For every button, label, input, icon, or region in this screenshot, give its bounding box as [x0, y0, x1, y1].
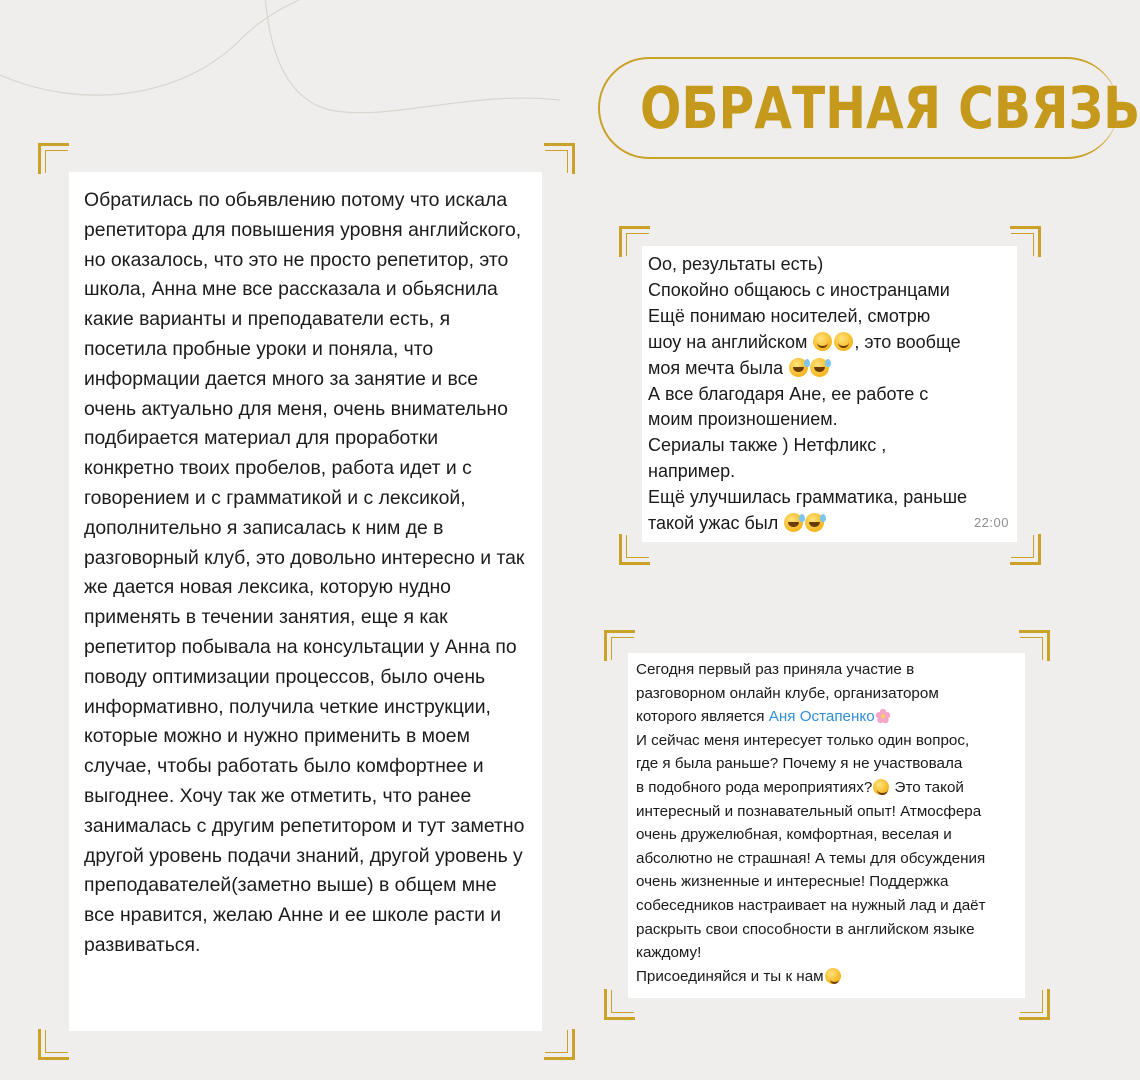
message-line: А все благодаря Ане, ее работе с [648, 383, 929, 404]
message-line: каждому! [636, 944, 702, 962]
message-line: Присоединяйся и ты к нам [636, 965, 1019, 989]
message-line: раскрыть свои способности в английском языке [636, 920, 975, 938]
message-line: разговорном онлайн клубе, организатором [636, 684, 939, 702]
flower-icon [875, 708, 891, 724]
message-line: такой ужас был [648, 511, 1009, 537]
smiling-face-icon [834, 332, 853, 351]
page-title: ОБРАТНАЯ СВЯЗЬ [640, 74, 1140, 142]
relieved-face-icon [825, 968, 841, 984]
smiling-face-icon [813, 332, 832, 351]
message-line: Сегодня первый раз приняла участие в [636, 661, 915, 678]
message-line: моим произношением. [648, 409, 838, 430]
message-line: Оо, результаты есть) [648, 254, 824, 274]
grinning-sweat-icon [784, 513, 803, 532]
message-line: абсолютно не страшная! А темы для обсуждения [636, 849, 986, 867]
message-line: Спокойно общаюсь с иностранцами [648, 279, 950, 300]
message-line: интересный и познавательный опыт! Атмосфера [636, 802, 982, 820]
message-line: Сериалы также ) Нетфликс , [648, 435, 887, 456]
message-line: Ещё понимаю носителей, смотрю [648, 305, 931, 326]
message-line: Ещё улучшилась грамматика, раньше [648, 487, 968, 508]
message-timestamp: 22:00 [973, 515, 1009, 531]
message-line: И сейчас меня интересует только один вопрос, [636, 731, 970, 749]
message-line: очень дружелюбная, комфортная, веселая и [636, 826, 952, 844]
message-line: в подобного рода мероприятиях? Это такой [636, 778, 964, 796]
grinning-sweat-icon [810, 358, 829, 377]
review-text-1: Обратилась по обьявлению потому что искала репетитора для повышения уровня английского, но оказалось, что это не просто репетитор, это школа, Анна мне все рассказала и обьяснила какие варианты и преподаватели есть, я посетила пробные уроки и поняла, что информации дается много за занятие и все очень актуально для меня, очень внимательно подбирается материал для проработки конкретно твоих пробелов, работа идет и с говорением и с грамматикой и с лексикой, дополнительно я записалась к ним де в разговорный клуб, это довольно интересно и так же дается новая лексика, которую нудно применять в течении занятия, еще я как репетитор побывала на консультации у Анна по поводу оптимизации процессов, было очень информативно, получила четкие инструкции, которые можно и нужно применить в моем случае, чтобы работать было комфортнее и выгоднее. Хочу так же отметить, что ранее занималась с другим репетитором и тут заметно другой уровень подачи знаний, другой уровень у преподавателей(заметно выше) в общем мне все нравится, желаю Анне и ее школе расти и развиваться. [84, 189, 525, 956]
author-mention-link[interactable]: Аня Остапенко [768, 708, 875, 726]
message-line: где я была раньше? Почему я не участвовала [636, 755, 963, 773]
review-card-3 [628, 653, 1025, 998]
message-line: собеседников настраивает на нужный лад и даёт [636, 896, 986, 914]
grinning-sweat-icon [789, 358, 808, 377]
message-line: шоу на английском , это вообще [648, 331, 961, 352]
grinning-face-icon [873, 779, 889, 795]
message-line: очень жизненные и интересные! Поддержка [636, 873, 949, 891]
message-line: например. [648, 461, 736, 482]
message-line: моя мечта была [648, 356, 1009, 382]
message-line: которого является Аня Остапенко [636, 705, 1019, 729]
grinning-sweat-icon [805, 513, 824, 532]
review-card-1 [69, 172, 542, 1031]
review-card-2 [642, 246, 1017, 542]
